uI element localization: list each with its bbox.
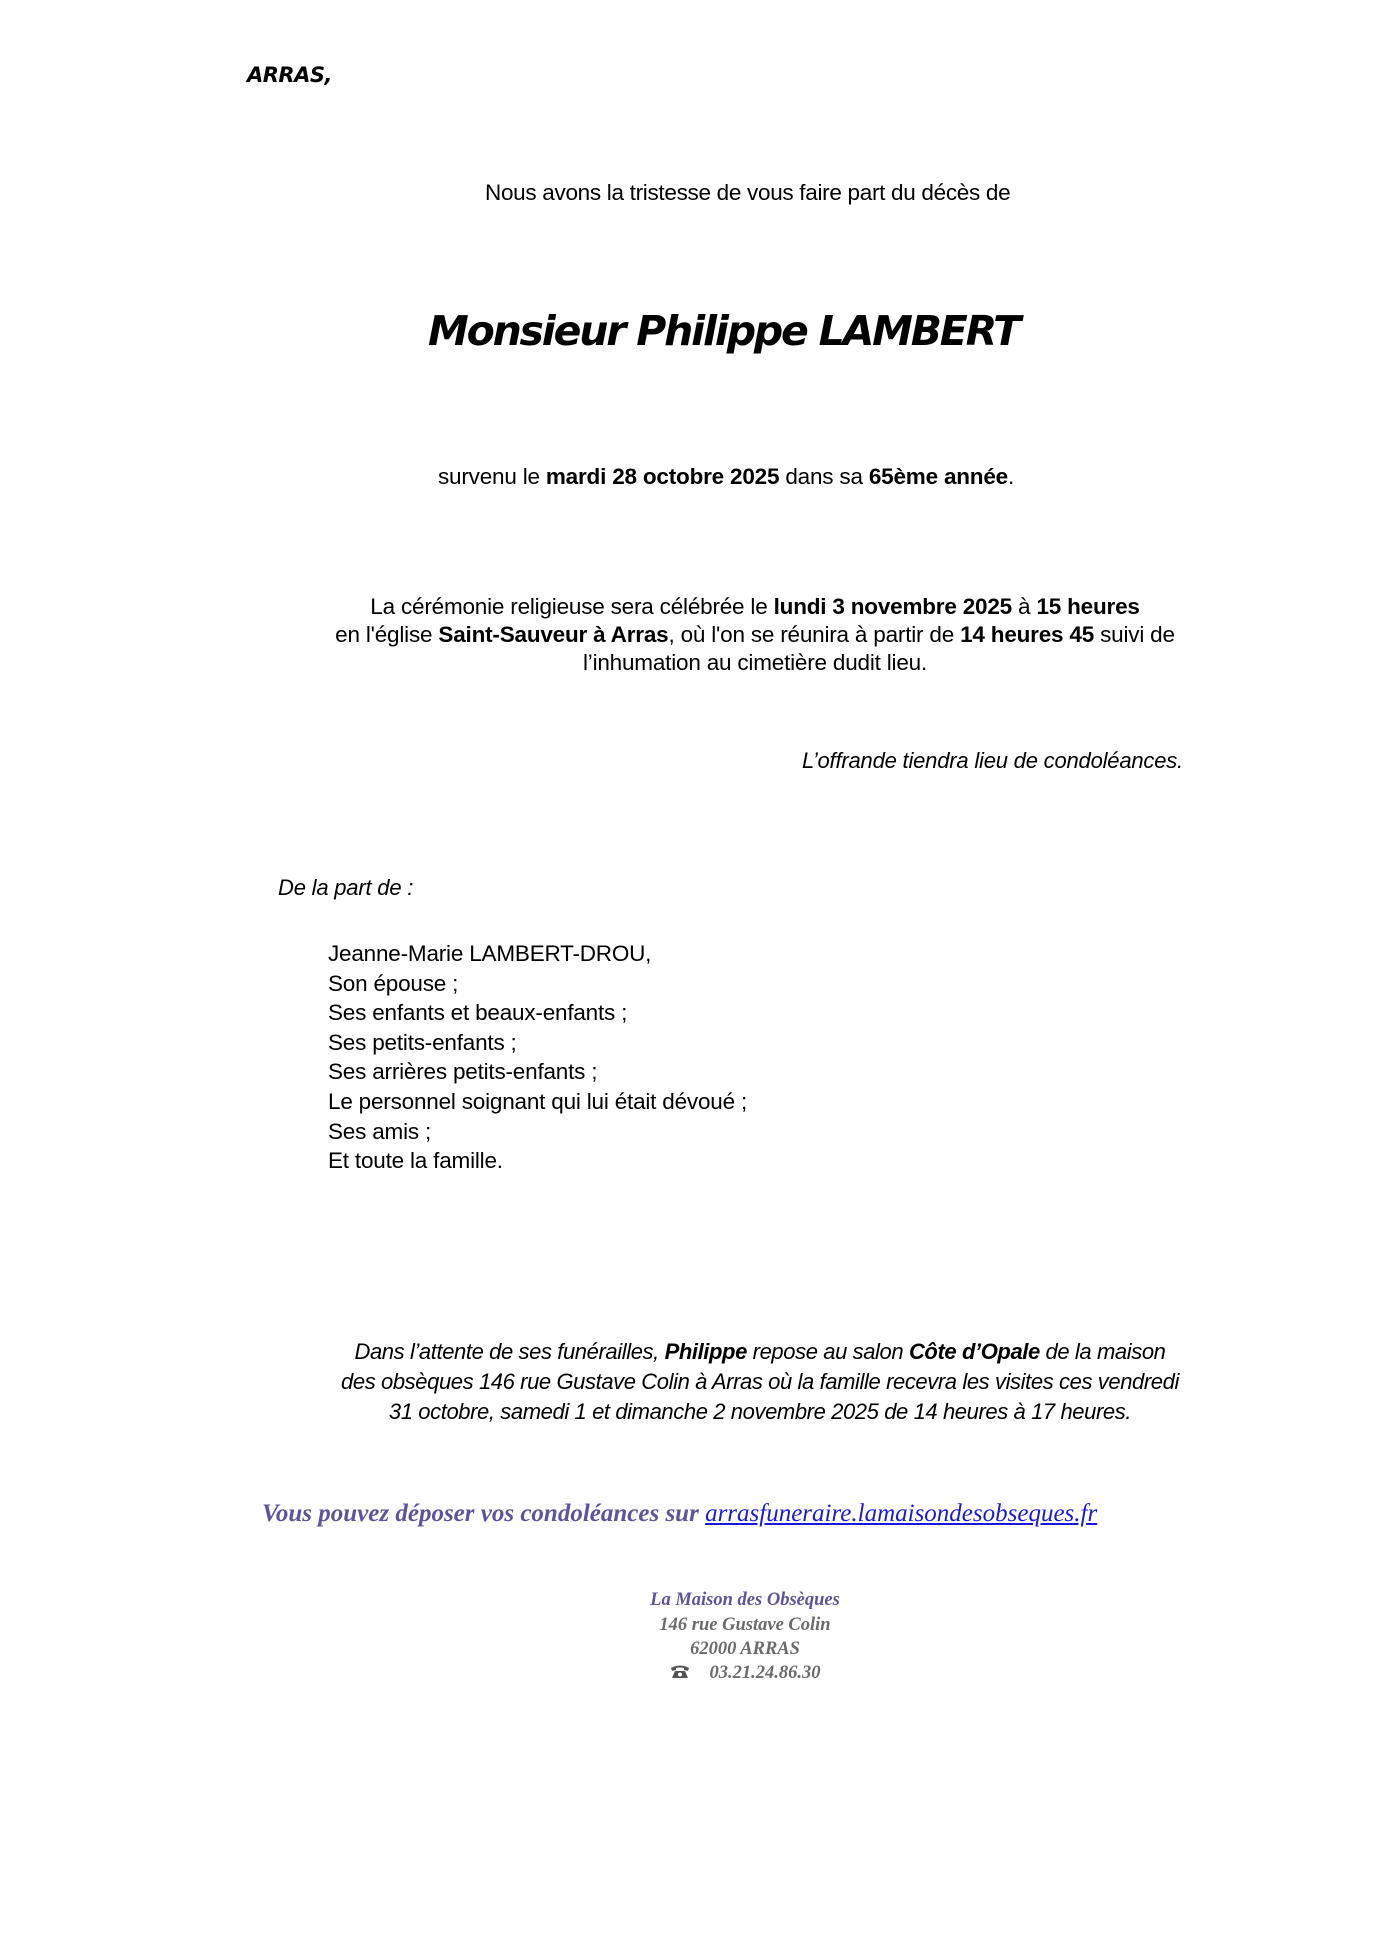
- family-list-item: Ses arrières petits-enfants ;: [328, 1059, 598, 1085]
- condolences-line: [262, 1500, 1097, 1528]
- ceremony-text: suivi de: [1100, 622, 1175, 647]
- ceremony-place: Saint-Sauveur à Arras: [438, 622, 669, 647]
- visitation-salon: Côte d’Opale: [908, 1339, 1040, 1364]
- death-suffix: .: [1007, 464, 1015, 489]
- condolences-link[interactable]: arrasfuneraire.lamaisondesobseques.fr: [705, 1500, 1098, 1527]
- visitation-line-2: des obsèques 146 rue Gustave Colin à Arras où la famille recevra les visites ces vendredi: [341, 1369, 1179, 1394]
- visitation-line-3: 31 octobre, samedi 1 et dimanche 2 novembre 2025 de 14 heures à 17 heures.: [388, 1399, 1132, 1424]
- family-list-item: Jeanne-Marie LAMBERT-DROU,: [328, 941, 652, 966]
- intro-text: Nous avons la tristesse de vous faire part du décès de: [485, 180, 1011, 205]
- ceremony-time: 15 heures: [1036, 594, 1140, 619]
- death-prefix: survenu le: [438, 464, 540, 489]
- visitation-line-1: [240, 1339, 1280, 1365]
- offering-note: L’offrande tiendra lieu de condoléances.: [802, 748, 1183, 773]
- city-heading: ARRAS,: [247, 63, 332, 87]
- visitation-text: repose au salon: [752, 1339, 904, 1364]
- company-city: 62000 ARRAS: [690, 1639, 800, 1659]
- ceremony-text: en l'église: [335, 622, 433, 647]
- visitation-text: de la maison: [1045, 1339, 1166, 1364]
- death-line: [438, 464, 1014, 490]
- family-list-item: Ses amis ;: [328, 1118, 432, 1144]
- visitation-first-name: Philippe: [664, 1339, 747, 1364]
- family-list-item: Ses petits-enfants ;: [328, 1029, 517, 1055]
- ceremony-line-3: l’inhumation au cimetière dudit lieu.: [582, 650, 928, 675]
- company-street: 146 rue Gustave Colin: [659, 1615, 831, 1635]
- ceremony-line-2: [240, 622, 1270, 648]
- family-list: [328, 939, 747, 1176]
- ceremony-text: , où l'on se réunira à partir de: [668, 622, 955, 647]
- deceased-name: Monsieur Philippe LAMBERT: [428, 307, 1019, 355]
- death-date: mardi 28 octobre 2025: [545, 464, 780, 489]
- condolences-text: Vous pouvez déposer vos condoléances sur: [262, 1500, 699, 1527]
- death-age: 65ème année: [868, 464, 1008, 489]
- family-list-item: Le personnel soignant qui lui était dévoué ;: [328, 1088, 748, 1114]
- from-label: De la part de :: [278, 875, 414, 900]
- ceremony-text: à: [1018, 594, 1031, 619]
- gathering-time: 14 heures 45: [960, 622, 1095, 647]
- ceremony-line-1: [240, 594, 1270, 620]
- ceremony-date: lundi 3 novembre 2025: [773, 594, 1012, 619]
- company-phone-line: [545, 1663, 945, 1684]
- ceremony-text: La cérémonie religieuse sera célébrée le: [370, 594, 768, 619]
- family-list-item: Ses enfants et beaux-enfants ;: [328, 1000, 628, 1026]
- telephone-icon: [670, 1664, 690, 1679]
- death-middle: dans sa: [785, 464, 863, 489]
- family-list-item: Son épouse ;: [328, 970, 459, 996]
- company-phone: 03.21.24.86.30: [709, 1663, 821, 1683]
- family-list-item: Et toute la famille.: [328, 1148, 503, 1174]
- company-name: La Maison des Obsèques: [650, 1590, 840, 1610]
- visitation-text: Dans l’attente de ses funérailles,: [354, 1339, 659, 1364]
